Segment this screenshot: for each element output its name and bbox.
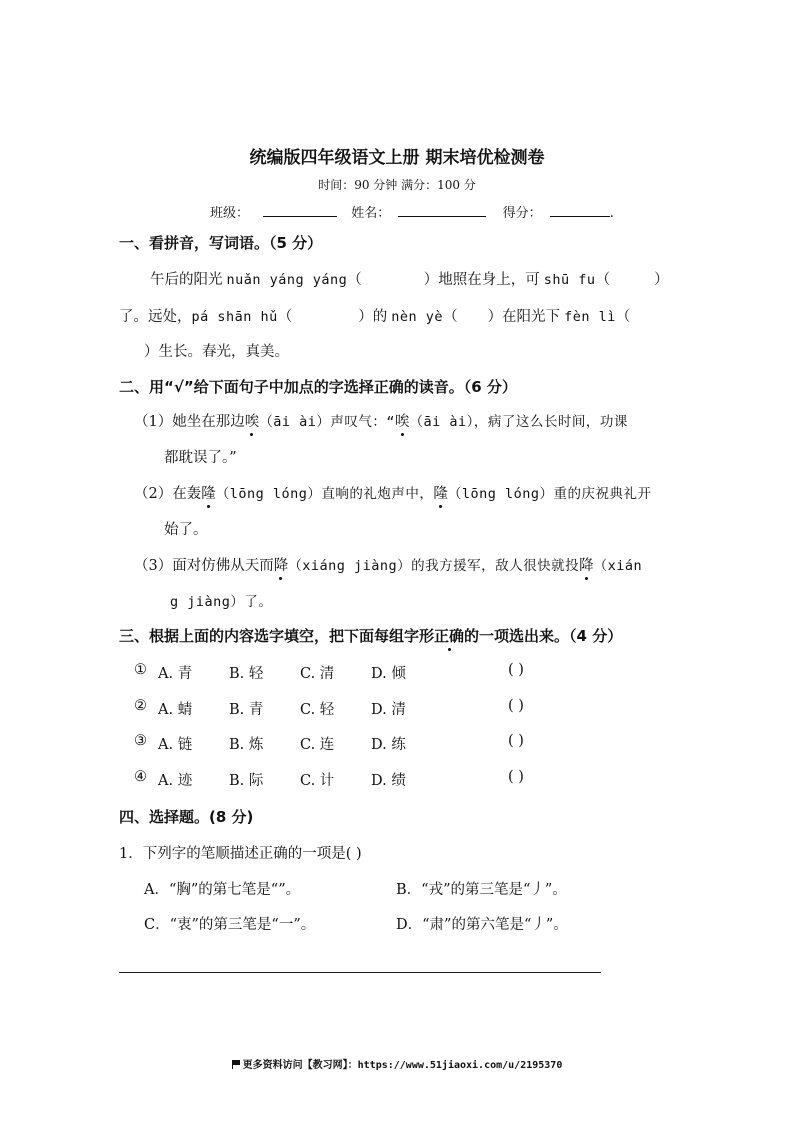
s4-question-1: 1．下列字的笔顺描述正确的一项是( ) bbox=[119, 846, 362, 862]
pinyin-1: nuǎn yáng yáng bbox=[226, 272, 348, 288]
s2-q3-line-1 bbox=[134, 554, 642, 575]
s2-q1-line-1 bbox=[134, 410, 628, 431]
dotted-char: 降 bbox=[273, 558, 289, 574]
row-number: ④ bbox=[134, 768, 147, 785]
choice-b: B. 际 bbox=[229, 772, 264, 789]
option-b[interactable]: B．“戎”的第三笔是“丿”。 bbox=[396, 882, 567, 898]
class-label: 班级： bbox=[210, 206, 250, 221]
class-blank[interactable] bbox=[263, 204, 337, 217]
choice-a: A. 青 bbox=[158, 666, 193, 682]
end-mark: . bbox=[609, 206, 614, 221]
dotted-word: 正确 bbox=[434, 627, 465, 645]
name-label: 姓名： bbox=[351, 206, 391, 221]
page-title: 统编版四年级语文上册 期末培优检测卷 bbox=[249, 148, 545, 168]
s1-text: ）地照在身上，可 bbox=[423, 272, 540, 288]
choice-d: D. 练 bbox=[371, 737, 406, 753]
s2-text: （2）在轰 bbox=[134, 486, 202, 502]
paren-open: （ bbox=[595, 272, 611, 288]
section-1-heading: 一、看拼音，写词语。（5 分） bbox=[119, 234, 323, 252]
choice-b: B. 青 bbox=[229, 701, 264, 718]
pinyin-5: fèn lì bbox=[564, 309, 616, 325]
pinyin-3: pá shān hǔ bbox=[191, 309, 278, 325]
answer-paren[interactable]: ( ) bbox=[508, 733, 524, 749]
option-a[interactable]: A．“胸”的第七笔是“”。 bbox=[144, 882, 301, 898]
s1-text: ）在阳光下 bbox=[487, 309, 561, 325]
divider-line bbox=[119, 972, 601, 973]
s3-heading-text: 的一项选出来。（4 分） bbox=[464, 627, 623, 645]
section-2-heading: 二、用“√”给下面句子中加点的字选择正确的读音。（6 分） bbox=[119, 378, 517, 396]
s1-text: 午后的阳光 bbox=[150, 272, 223, 288]
paren-open: （ bbox=[347, 272, 362, 288]
row-number: ③ bbox=[134, 733, 147, 749]
s2-q2-line-1 bbox=[134, 482, 652, 503]
s2-text: （xiáng jiàng）的我方援军，敌人很快就投 bbox=[288, 558, 580, 574]
s1-line-1 bbox=[150, 268, 669, 289]
choice-d: D. 清 bbox=[371, 701, 406, 718]
answer-paren[interactable]: ( ) bbox=[508, 662, 524, 678]
choice-d: D. 绩 bbox=[371, 772, 406, 789]
section-3-heading bbox=[119, 625, 622, 646]
s1-text: 了。远处， bbox=[119, 309, 192, 325]
choice-a: A. 链 bbox=[158, 737, 193, 753]
s2-text: （3）面对仿佛从天而 bbox=[134, 558, 274, 574]
paren-open: （ bbox=[277, 309, 293, 325]
student-info-row bbox=[210, 202, 614, 221]
s1-line-2 bbox=[119, 305, 630, 326]
score-blank[interactable] bbox=[550, 204, 610, 217]
footer-link[interactable]: 更多资料访问【教习网】：https://www.51jiaoxi.com/u/2195370 bbox=[242, 1060, 563, 1071]
s2-text: （xián bbox=[593, 558, 643, 574]
exam-meta: 时间：90 分钟 满分：100 分 bbox=[318, 178, 476, 192]
s2-q2-line-2: 始了。 bbox=[164, 522, 208, 538]
s3-heading-text: 三、根据上面的内容选字填空，把下面每组字形 bbox=[119, 627, 435, 645]
dotted-char: 隆 bbox=[433, 486, 448, 502]
s2-text: （lōng lóng）直响的礼炮声中， bbox=[215, 486, 434, 502]
s2-text: （āi ài），病了这么长时间，功课 bbox=[409, 414, 628, 430]
option-d[interactable]: D．“肃”的第六笔是“丿”。 bbox=[396, 917, 568, 933]
s2-q1-line-2: 都耽误了。” bbox=[164, 450, 237, 466]
row-number: ② bbox=[134, 697, 147, 714]
dotted-char: 降 bbox=[579, 558, 594, 574]
pinyin-2: shū fu bbox=[543, 272, 596, 288]
choice-a: A. 迹 bbox=[158, 772, 193, 789]
s2-text: （lōng lóng）重的庆祝典礼开 bbox=[447, 486, 652, 502]
score-label: 得分： bbox=[502, 206, 542, 221]
s2-q3-line-2: g jiàng）了。 bbox=[170, 594, 273, 610]
choice-c: C. 清 bbox=[300, 666, 335, 682]
dotted-char: 唉 bbox=[244, 414, 260, 430]
paren-open: （ bbox=[443, 309, 458, 325]
s1-line-3: ）生长。春光，真美。 bbox=[144, 344, 289, 360]
name-blank[interactable] bbox=[398, 204, 486, 217]
choice-d: D. 倾 bbox=[371, 666, 406, 682]
s1-text: ）的 bbox=[358, 309, 388, 325]
option-c[interactable]: C．“衷”的第三笔是“一”。 bbox=[144, 917, 316, 933]
choice-b: B. 轻 bbox=[229, 666, 264, 682]
dotted-char: 隆 bbox=[201, 486, 216, 502]
dotted-char: 唉 bbox=[395, 414, 410, 430]
s2-text: （1）她坐在那边 bbox=[134, 414, 245, 430]
pinyin-4: nèn yè bbox=[391, 309, 444, 325]
choice-c: C. 连 bbox=[300, 737, 335, 753]
s2-text: （āi ài）声叹气：“ bbox=[259, 414, 396, 430]
paren-close: ） bbox=[654, 272, 669, 288]
section-4-heading: 四、选择题。(8 分) bbox=[119, 808, 254, 826]
row-number: ① bbox=[134, 662, 147, 678]
answer-paren[interactable]: ( ) bbox=[508, 697, 524, 714]
answer-paren[interactable]: ( ) bbox=[508, 768, 524, 785]
footer bbox=[0, 1056, 794, 1071]
choice-c: C. 轻 bbox=[300, 701, 335, 718]
choice-c: C. 计 bbox=[300, 772, 335, 789]
paren-open: （ bbox=[615, 309, 631, 325]
flag-icon bbox=[232, 1060, 240, 1069]
choice-a: A. 蜻 bbox=[158, 701, 193, 718]
choice-b: B. 炼 bbox=[229, 737, 264, 753]
